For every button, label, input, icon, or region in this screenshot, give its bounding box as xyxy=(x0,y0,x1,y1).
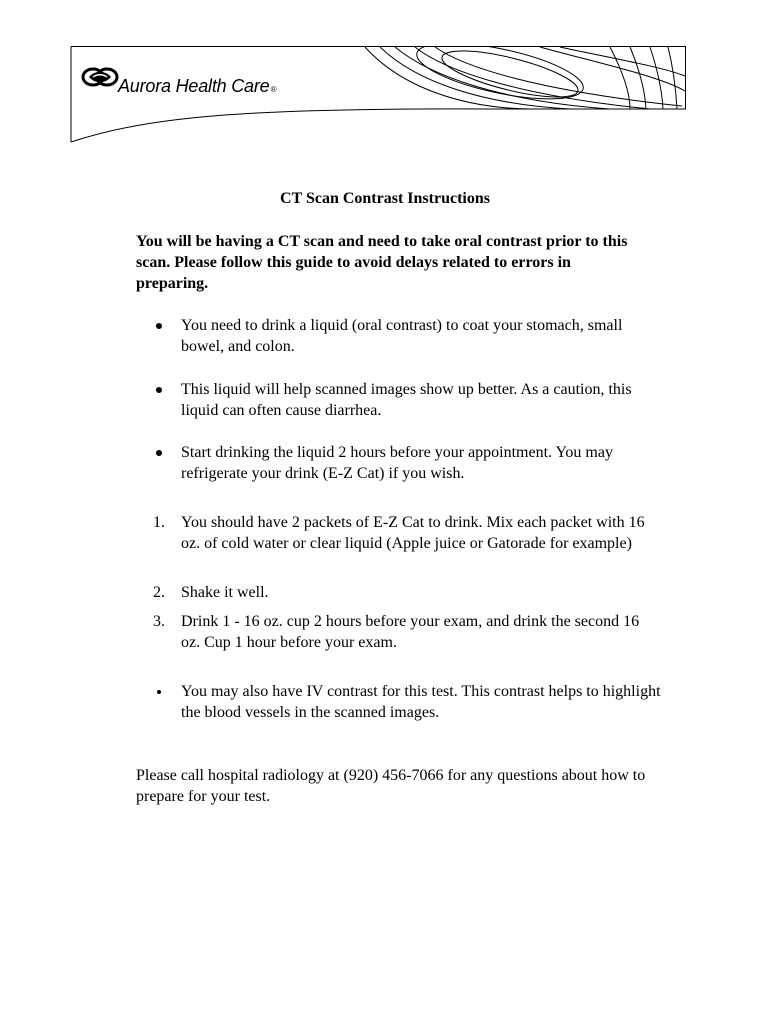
bullet-text: You need to drink a liquid (oral contrast) to coat your stomach, small bowel, and colon. xyxy=(181,317,623,355)
bullet-dot-icon xyxy=(156,323,162,329)
brand-name: Aurora Health Care xyxy=(118,76,270,96)
bullet-text: This liquid will help scanned images show up better. As a caution, this liquid can often cause diarrhea. xyxy=(181,381,632,419)
step-text: Drink 1 - 16 oz. cup 2 hours before your exam, and drink the second 16 oz. Cup 1 hour before your exam. xyxy=(181,613,640,651)
step-item xyxy=(153,512,661,554)
bullet-text: Start drinking the liquid 2 hours before your appointment. You may refrigerate your drink (E-Z Cat) if you wish. xyxy=(181,444,613,482)
bullet-item xyxy=(181,315,661,357)
bullet-dot-icon xyxy=(156,387,162,393)
bullet-item xyxy=(181,681,661,723)
closing-paragraph: Please call hospital radiology at (920) 456-7066 for any questions about how to prepare for your test. xyxy=(136,767,646,805)
bullet-text: You may also have IV contrast for this test. This contrast helps to highlight the blood vessels in the scanned images. xyxy=(181,683,661,721)
bullet-dot-icon xyxy=(157,690,161,694)
bullet-dot-icon xyxy=(156,450,162,456)
step-item xyxy=(153,582,661,603)
step-text: Shake it well. xyxy=(181,584,269,601)
bullet-item xyxy=(181,442,661,484)
step-text: You should have 2 packets of E-Z Cat to drink. Mix each packet with 16 oz. of cold water or clear liquid (Apple juice or Gatorade for example) xyxy=(181,514,645,552)
step-item xyxy=(153,611,661,653)
step-number: 2. xyxy=(153,584,165,601)
bullet-item xyxy=(181,379,661,421)
registered-mark: ® xyxy=(270,85,277,94)
document-title: CT Scan Contrast Instructions xyxy=(280,190,490,207)
step-number: 1. xyxy=(153,514,165,531)
brand-logo-text xyxy=(118,75,276,97)
aurora-logo-icon xyxy=(81,64,119,90)
intro-paragraph: You will be having a CT scan and need to take oral contrast prior to this scan. Please follow this guide to avoid delays related to errors in preparing. xyxy=(136,233,628,292)
step-number: 3. xyxy=(153,613,165,630)
